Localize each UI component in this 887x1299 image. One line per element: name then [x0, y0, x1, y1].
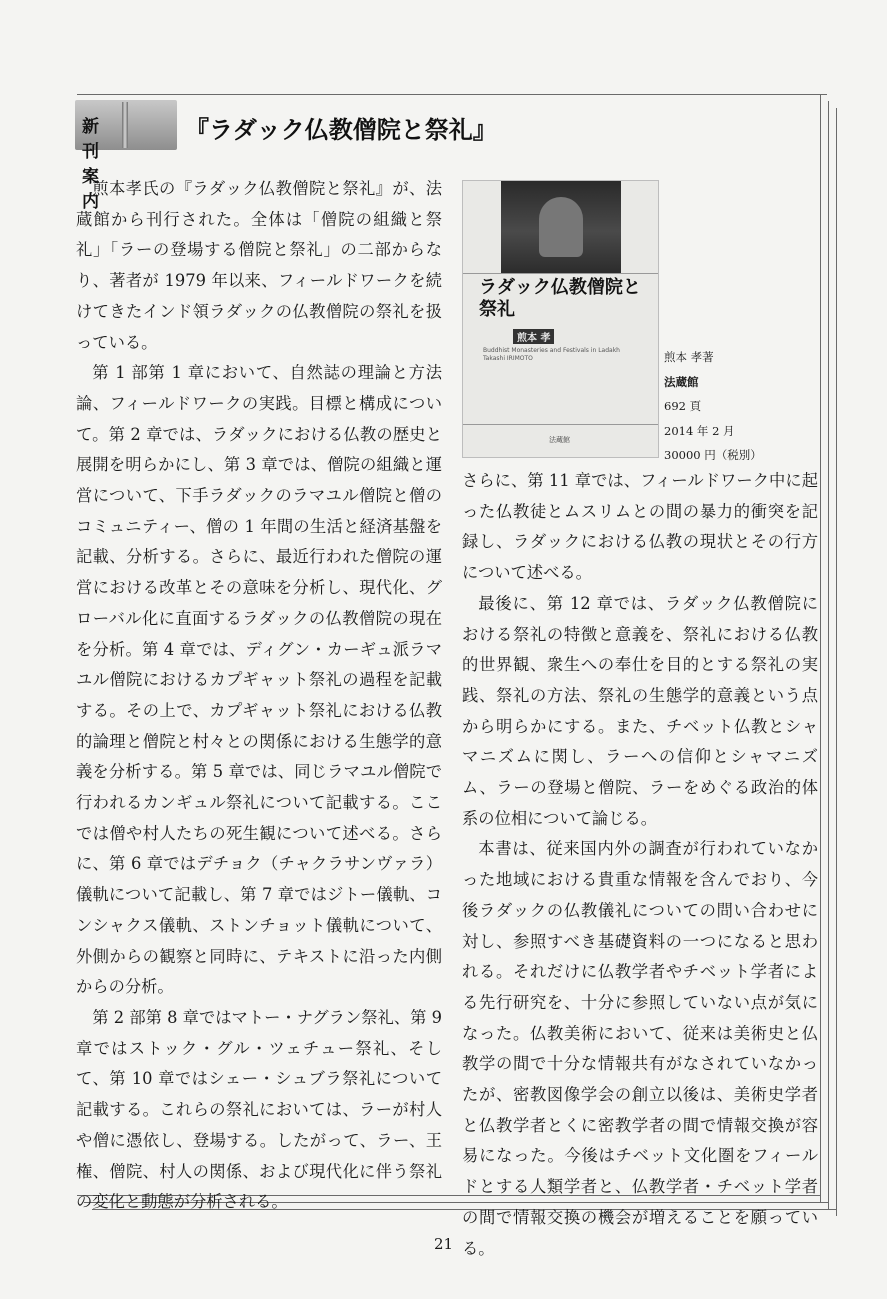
frame-line-right-1: [820, 94, 821, 1202]
cover-author: 煎本 孝: [513, 329, 554, 344]
paragraph: 煎本孝氏の『ラダック仏教僧院と祭礼』が、法蔵館から刊行された。全体は「僧院の組織と祭礼」「ラーの登場する僧院と祭礼」の二部からなり、著者が 1979 年以来、フィールドワークを続けてきたインド領ラダックの仏教僧院の祭礼を扱っている。: [76, 179, 442, 352]
cover-title: ラダック仏教僧院と祭礼: [479, 277, 641, 320]
cover-rule: [463, 273, 658, 274]
paragraph: さらに、第 11 章では、フィールドワーク中に起った仏教徒とムスリムとの間の暴力的衝突を記録し、ラダックにおける仏教の現状とその行方について述べる。: [462, 471, 818, 583]
frame-line-top: [77, 94, 827, 95]
right-column: [462, 466, 818, 1264]
book-publisher: 法蔵館: [664, 374, 699, 389]
book-price: 30000 円（税別）: [664, 448, 762, 462]
book-pages: 692 頁: [664, 399, 702, 413]
cover-publisher: 法蔵館: [549, 436, 570, 444]
book-cover: [462, 180, 659, 458]
paragraph: 第 2 部第 8 章ではマトー・ナグラン祭礼、第 9 章ではストック・グル・ツェチュー祭礼、そして、第 10 章ではシェー・シュブラ祭礼について記載する。これらの祭礼においては、ラーが村人や僧に憑依し、登場する。したがって、ラー、王権、僧院、村人の関係、および現代化に伴う祭礼の変化と動態が分析される。: [76, 1007, 442, 1212]
paragraph: 本書は、従来国内外の調査が行われていなかった地域における貴重な情報を含んでおり、今後ラダックの仏教儀礼についての問い合わせに対し、参照すべき基礎資料の一つになると思われる。それだけに仏教学者やチベット学者による先行研究を、十分に参照していない点が気になった。仏教美術において、従来は美術史と仏教学の間で十分な情報共有がなされていなかったが、密教図像学会の創立以後は、美術史学者と仏教学者とくに密教学者の間で情報交換が容易になった。今後はチベット文化圏をフィールドとする人類学者と、仏教学者・チベット学者の間で情報交換の機会が増えることを願っている。: [462, 839, 818, 1258]
section-badge: 新刊案内: [82, 117, 99, 212]
book-date: 2014 年 2 月: [664, 423, 735, 438]
paragraph: 最後に、第 12 章では、ラダック仏教僧院における祭礼の特徴と意義を、祭礼における仏教的世界観、衆生への奉仕を目的とする祭礼の実践、祭礼の方法、祭礼の生態学的意義という点から明らかにする。また、チベット仏教とシャマニズムに関し、ラーへの信仰とシャマニズム、ラーの登場と僧院、ラーをめぐる政治的体系の位相について論じる。: [462, 593, 818, 828]
page-number: 21: [433, 1235, 454, 1253]
book-author: 煎本 孝著: [664, 350, 714, 364]
buddha-image: [501, 181, 621, 273]
cover-rule: [463, 424, 658, 425]
frame-line-right-3: [836, 108, 837, 1216]
book-info: [664, 345, 762, 468]
cover-english-title: Buddhist Monasteries and Festivals in Ladakh Takashi IRIMOTO: [483, 347, 620, 362]
article-title: 『ラダック仏教僧院と祭礼』: [185, 116, 497, 144]
left-column: [76, 174, 442, 1218]
frame-line-right-2: [828, 101, 829, 1209]
paragraph: 第 1 部第 1 章において、自然誌の理論と方法論、フィールドワークの実践。目標と構成について。第 2 章では、ラダックにおける仏教の歴史と展開を明らかにし、第 3 章では、僧院の組織と運営について、下手ラダックのラマユル僧院と僧のコミュニティー、僧の 1 年間の生活と経済基盤を記載、分析する。さらに、最近行われた僧院の運営における改革とその意味を分析し、現代化、グローバル化に直面するラダックの仏教僧院の現在を分析。第 4 章では、ディグン・カーギュ派ラマユル僧院におけるカプギャット祭礼の過程を記載する。その上で、カプギャット祭礼における仏教的論理と僧院と村々との関係における生態学的意義を分析する。第 5 章では、同じラマユル僧院で行われるカンギュル祭礼について記載する。ここでは僧や村人たちの死生観について述べる。さらに、第 6 章ではデチョク（チャクラサンヴァラ）儀軌について記載し、第 7 章ではジトー儀軌、コンシャクス儀軌、ストンチョット儀軌について、外側からの観察と同時に、テキストに沿った内側からの分析。: [76, 363, 442, 997]
